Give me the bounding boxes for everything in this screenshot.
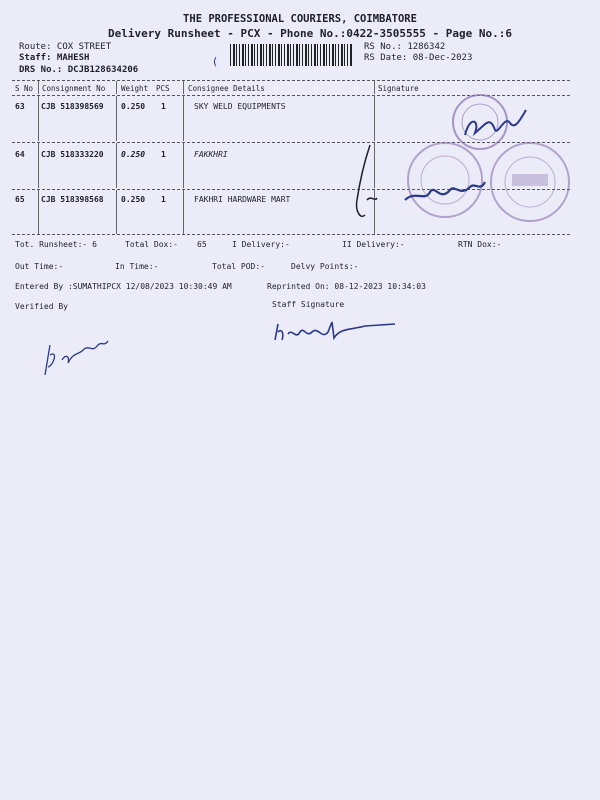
table-row-pcs: 1 [161,150,166,159]
staff-signature-label: Staff Signature [272,300,345,309]
i-delivery: I Delivery:- [232,240,290,249]
signature-scribble [400,172,490,212]
in-time: In Time:- [115,262,159,271]
rs-number: RS No.: 1286342 [364,42,446,52]
delvy-points: Delvy Points:- [291,262,359,271]
total-runsheet: Tot. Runsheet:- 6 [15,240,97,249]
table-row-pcs: 1 [161,195,166,204]
rtn-dox: RTN Dox:- [458,240,502,249]
table-row-consignment: CJB 518398569 [41,102,104,111]
table-row-weight: 0.250 [121,102,146,111]
total-dox-label: Total Dox:- [125,240,178,249]
runsheet-subtitle: Delivery Runsheet - PCX - Phone No.:0422-3505555 - Page No.:6 [108,27,512,40]
verifier-signature [40,325,110,380]
table-row-weight: 0.250 [121,195,146,204]
ii-delivery: II Delivery:- [342,240,405,249]
table-row-weight: 0.250 [121,150,146,159]
out-time: Out Time:- [15,262,64,271]
table-row-sno: 64 [15,150,25,159]
header-signature: Signature [378,84,419,93]
total-dox-value: 65 [197,240,207,249]
table-row-sno: 63 [15,102,25,111]
signature-scribble [460,105,530,145]
total-pod: Total POD:- [212,262,265,271]
staff-signature [270,318,400,348]
verified-by-label: Verified By [15,302,68,311]
company-stamp [488,140,572,224]
barcode [230,44,352,66]
table-row-consignment: CJB 518333220 [41,150,104,159]
table-top-rule [12,80,570,81]
route-label: Route: COX STREET [19,42,112,52]
table-row-consignee: SKY WELD EQUIPMENTS [194,102,286,111]
table-row-sno: 65 [15,195,25,204]
table-row-consignee: FAKKHRI [194,150,228,159]
header-sno: S No [15,84,34,93]
reprinted-on: Reprinted On: 08-12-2023 10:34:03 [267,282,426,291]
header-weight: Weight [121,84,149,93]
staff-label: Staff: MAHESH [19,53,90,63]
table-row-pcs: 1 [161,102,166,111]
header-pcs: PCS [156,84,170,93]
pen-mark: ( [213,55,218,68]
header-consignment: Consignment No [42,84,106,93]
drs-number: DRS No.: DCJB128634206 [19,65,139,75]
rs-date: RS Date: 08-Dec-2023 [364,53,473,63]
table-row-consignee: FAKHRI HARDWARE MART [194,195,291,204]
header-consignee: Consignee Details [188,84,265,93]
table-bottom-rule [12,234,570,235]
table-row-consignment: CJB 518398568 [41,195,104,204]
signature-scribble [345,140,385,230]
company-title: THE PROFESSIONAL COURIERS, COIMBATORE [183,13,417,25]
entered-by: Entered By :SUMATHIPCX 12/08/2023 10:30:49 AM [15,282,232,291]
